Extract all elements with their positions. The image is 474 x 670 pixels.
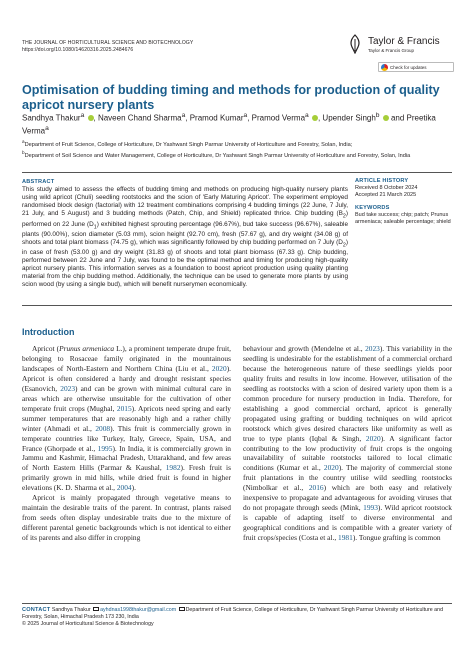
- email-icon: [93, 607, 99, 611]
- citation-link[interactable]: 2016: [308, 483, 324, 493]
- copyright: © 2025 Journal of Horticultural Science & Biotechnology: [22, 621, 154, 627]
- address-icon: [179, 607, 185, 611]
- citation-link[interactable]: 2020: [211, 363, 227, 373]
- citation-link[interactable]: 1995: [97, 443, 113, 453]
- affiliation-sup: b: [375, 112, 380, 119]
- citation-link[interactable]: 2020: [323, 463, 339, 473]
- paragraph: Apricot is mainly propagated through vegetative means to maintain the desirable traits of the parent. In contrast, plants raised from seeds often display undesirable traits due to the mixture of different parental genetic backgrounds which is not identical to either of its parents and also differ in cropping: [22, 493, 231, 543]
- affiliation-a: $^a$Department of Fruit Science, College of Horticulture, Dr Yashwant Singh Parmar University of Horticulture and Forestry, Solan, India;: [22, 139, 353, 148]
- affiliation-sup: a: [243, 112, 248, 119]
- author-name[interactable]: Sandhya Thakur: [22, 113, 81, 123]
- article-history-heading: ARTICLE HISTORY: [355, 178, 409, 184]
- check-for-updates-label: Check for updates: [390, 64, 427, 70]
- journal-header: [22, 40, 193, 54]
- paragraph: behaviour and growth (Mendelne et al., 2023). This variability in the seedling is undesirable for the establishment of a commercial orchard because the heterogeneous nature of these seedlings yields poor quality fruits and results in low income. However, utilisation of the seedling as rootstocks with a scion of desired variety upon them is a common procedure for nursery production in India. Therefore, for establishing a good commercial orchard, apricot is generally propagated using grafting or budding techniques on wild apricot rootstock which gives desired characters like uniformity as well as true to type plants (Iqbal & Singh, 2020). A significant factor contributing to the low productivity of fruit crops is the ongoing unavailability of suitable rootstocks tailored to local climatic conditions (Kumar et al., 2020). The majority of commercial stone fruit plantations in the country utilise wild seedling rootstocks (Nimbolkar et al., 2016) which are both easy and relatively inexpensive to propagate and advantageous for avoiding viruses that do not propagate through seeds (Mink, 1993). Wild apricot rootstock is capable of adapting itself to diverse environmental and geographical conditions and is compatible with a greater variety of fruit crops/species (Costa et al., 1981). Tongue grafting is common: [243, 344, 452, 543]
- divider: [22, 603, 452, 604]
- publisher-name: Taylor & Francis: [368, 36, 440, 47]
- crossmark-icon: [381, 64, 388, 71]
- contact-footer: [22, 607, 452, 628]
- introduction-heading: Introduction: [22, 327, 75, 337]
- author-name[interactable]: Pramod Verma: [251, 113, 306, 123]
- citation-link[interactable]: 2015: [116, 403, 132, 413]
- citation-link[interactable]: 1981: [338, 533, 353, 543]
- body-column-right: [243, 344, 452, 543]
- citation-link[interactable]: 2004: [116, 483, 132, 493]
- citation-link[interactable]: 2023: [365, 344, 380, 353]
- abstract: [22, 178, 348, 289]
- affiliation-sup: a: [181, 112, 186, 119]
- author-name[interactable]: Upender Singh: [322, 113, 376, 123]
- divider: [22, 172, 452, 173]
- accepted-date: Accepted 21 March 2025: [355, 192, 417, 198]
- article-title: Optimisation of budding timing and methods for production of quality apricot nursery plants: [22, 83, 440, 112]
- keywords-heading: KEYWORDS: [355, 205, 390, 211]
- orcid-icon[interactable]: [383, 115, 389, 121]
- affiliation-sup: a: [305, 112, 309, 119]
- journal-name: THE JOURNAL OF HORTICULTURAL SCIENCE AND BIOTECHNOLOGY: [22, 40, 194, 46]
- contact-email-link[interactable]: ayhdnas1998thakur@gmail.com: [100, 607, 177, 613]
- author-name[interactable]: Preetika Verma: [22, 113, 436, 136]
- citation-link[interactable]: 2020: [365, 433, 381, 443]
- citation-link[interactable]: 2008: [95, 423, 111, 433]
- publisher-subline: Taylor & Francis Group: [368, 48, 415, 53]
- citation-link[interactable]: 1982: [165, 463, 181, 473]
- citation-link[interactable]: 1993: [363, 503, 378, 513]
- contact-label: CONTACT: [22, 607, 51, 613]
- body-column-left: [22, 344, 231, 543]
- check-for-updates-button[interactable]: [378, 62, 454, 72]
- author-list: Sandhya Thakur$^a$ , Naveen Chand Sharma$^a$, Pramod Kumar$^a$, Pramod Verma$^a$ , Upender Singh$^b$ and Preetika Verma$^a$: [22, 112, 436, 136]
- contact-name: Sandhya Thakur: [51, 607, 91, 613]
- affiliation-sup: a: [45, 125, 49, 133]
- citation-link[interactable]: 2023: [60, 383, 76, 393]
- divider: [22, 305, 452, 306]
- keywords-text: Bud take success; chip; patch; Prunus armeniaca; saleable percentage; shield: [355, 212, 451, 225]
- article-info-sidebar: [355, 178, 455, 226]
- contact-address: Department of Fruit Science, College of Horticulture, Dr Yashwant Singh Parmar University of Horticulture and Forestry, Solan, Himachal Pradesh 173 230, India: [22, 607, 444, 620]
- publisher-logo[interactable]: [346, 34, 456, 56]
- journal-doi[interactable]: https://doi.org/10.1080/14620316.2025.2484676: [22, 47, 134, 53]
- affiliations: [22, 138, 452, 160]
- orcid-icon[interactable]: [88, 115, 94, 121]
- orcid-icon[interactable]: [312, 115, 318, 121]
- affiliation-sup: a: [80, 112, 85, 119]
- author-name[interactable]: Pramod Kumar: [189, 113, 244, 123]
- affiliation-b: $^b$Department of Soil Science and Water Management, College of Horticulture, Dr Yashwant Singh Parmar University of Horticulture and Forestry, Solan, India: [22, 150, 411, 159]
- publisher-emblem-icon: [346, 34, 364, 54]
- paragraph: Apricot (Prunus armeniaca L.), a prominent temperate drupe fruit, belonging to Rosaceae family originated in the mountainous landscapes of North-Eastern and Northern China (Liu et al., 2020). Apricot is often considered a hardy and drought resistant species (Esanovich, 2023) and can be grown with minimal cultural care in areas which are otherwise unsuitable for the cultivation of other temperate fruit crops (Mughal, 2015). Apricots need spring and early summer temperatures that are reasonably high and a rather chilly winter (Ahmadi et al., 2008). This fruit is commercially grown in temperate countries like Turkey, Italy, Greece, Spain, USA, and France (Ghorpade et al., 1995). In India, it is commercially grown in Jammu and Kashmir, Himachal Pradesh, Uttarakhand, and few areas of North Eastern Hills (Parmar & Kaushal, 1982). Fresh fruit is primarily grown in mid hills, while dried fruit is found in higher elevations (K. D. Sharma et al., 2004).: [22, 344, 232, 493]
- author-name[interactable]: Naveen Chand Sharma: [97, 113, 182, 123]
- abstract-heading: ABSTRACT: [22, 179, 55, 185]
- received-date: Received 8 October 2024: [355, 185, 418, 191]
- abstract-text: This study aimed to assess the effects of budding timing and methods on producing high-quality nursery plants using wild apricot (Chuli) seedling rootstocks and the scion of 'Early Maturing Apricot'. The experiment employed randomised block design (factorial) with 12 treatment combinations comprising 4 budding timings (22 June, 7 July, 21 July, and 5 August) and 3 budding methods (Patch, Chip, and Shield) replicated thrice. Chip budding $(B_2)$ performed on 22 June $(D_1)$ exhibited highest sprouting percentage (96.67%), bud take success (96.67%), saleable plants (90.00%), scion diameter (5.03 mm), scion height (92.70 cm), fresh (57.67 g), and dry weight (34.08 g) of shoots and total plant biomass (74.75 g), which was significantly followed by chip budding performed on 7 July $(D_2)$ in case of fresh (53.00 g) and dry weight (31.83 g) of shoots and total plant biomass (67.33 g). Chip budding, performed between 22 June and 7 July, was found to be the optimal method and timing for producing high-quality apricot nursery plants. This information serves as a foundation to boost apricot production using quality planting material from the chip budding method. Additionally, the technique can be used to generate more plants by using scion wood (by using a single bud), which will benefit nurserymen economically.: [22, 186, 349, 289]
